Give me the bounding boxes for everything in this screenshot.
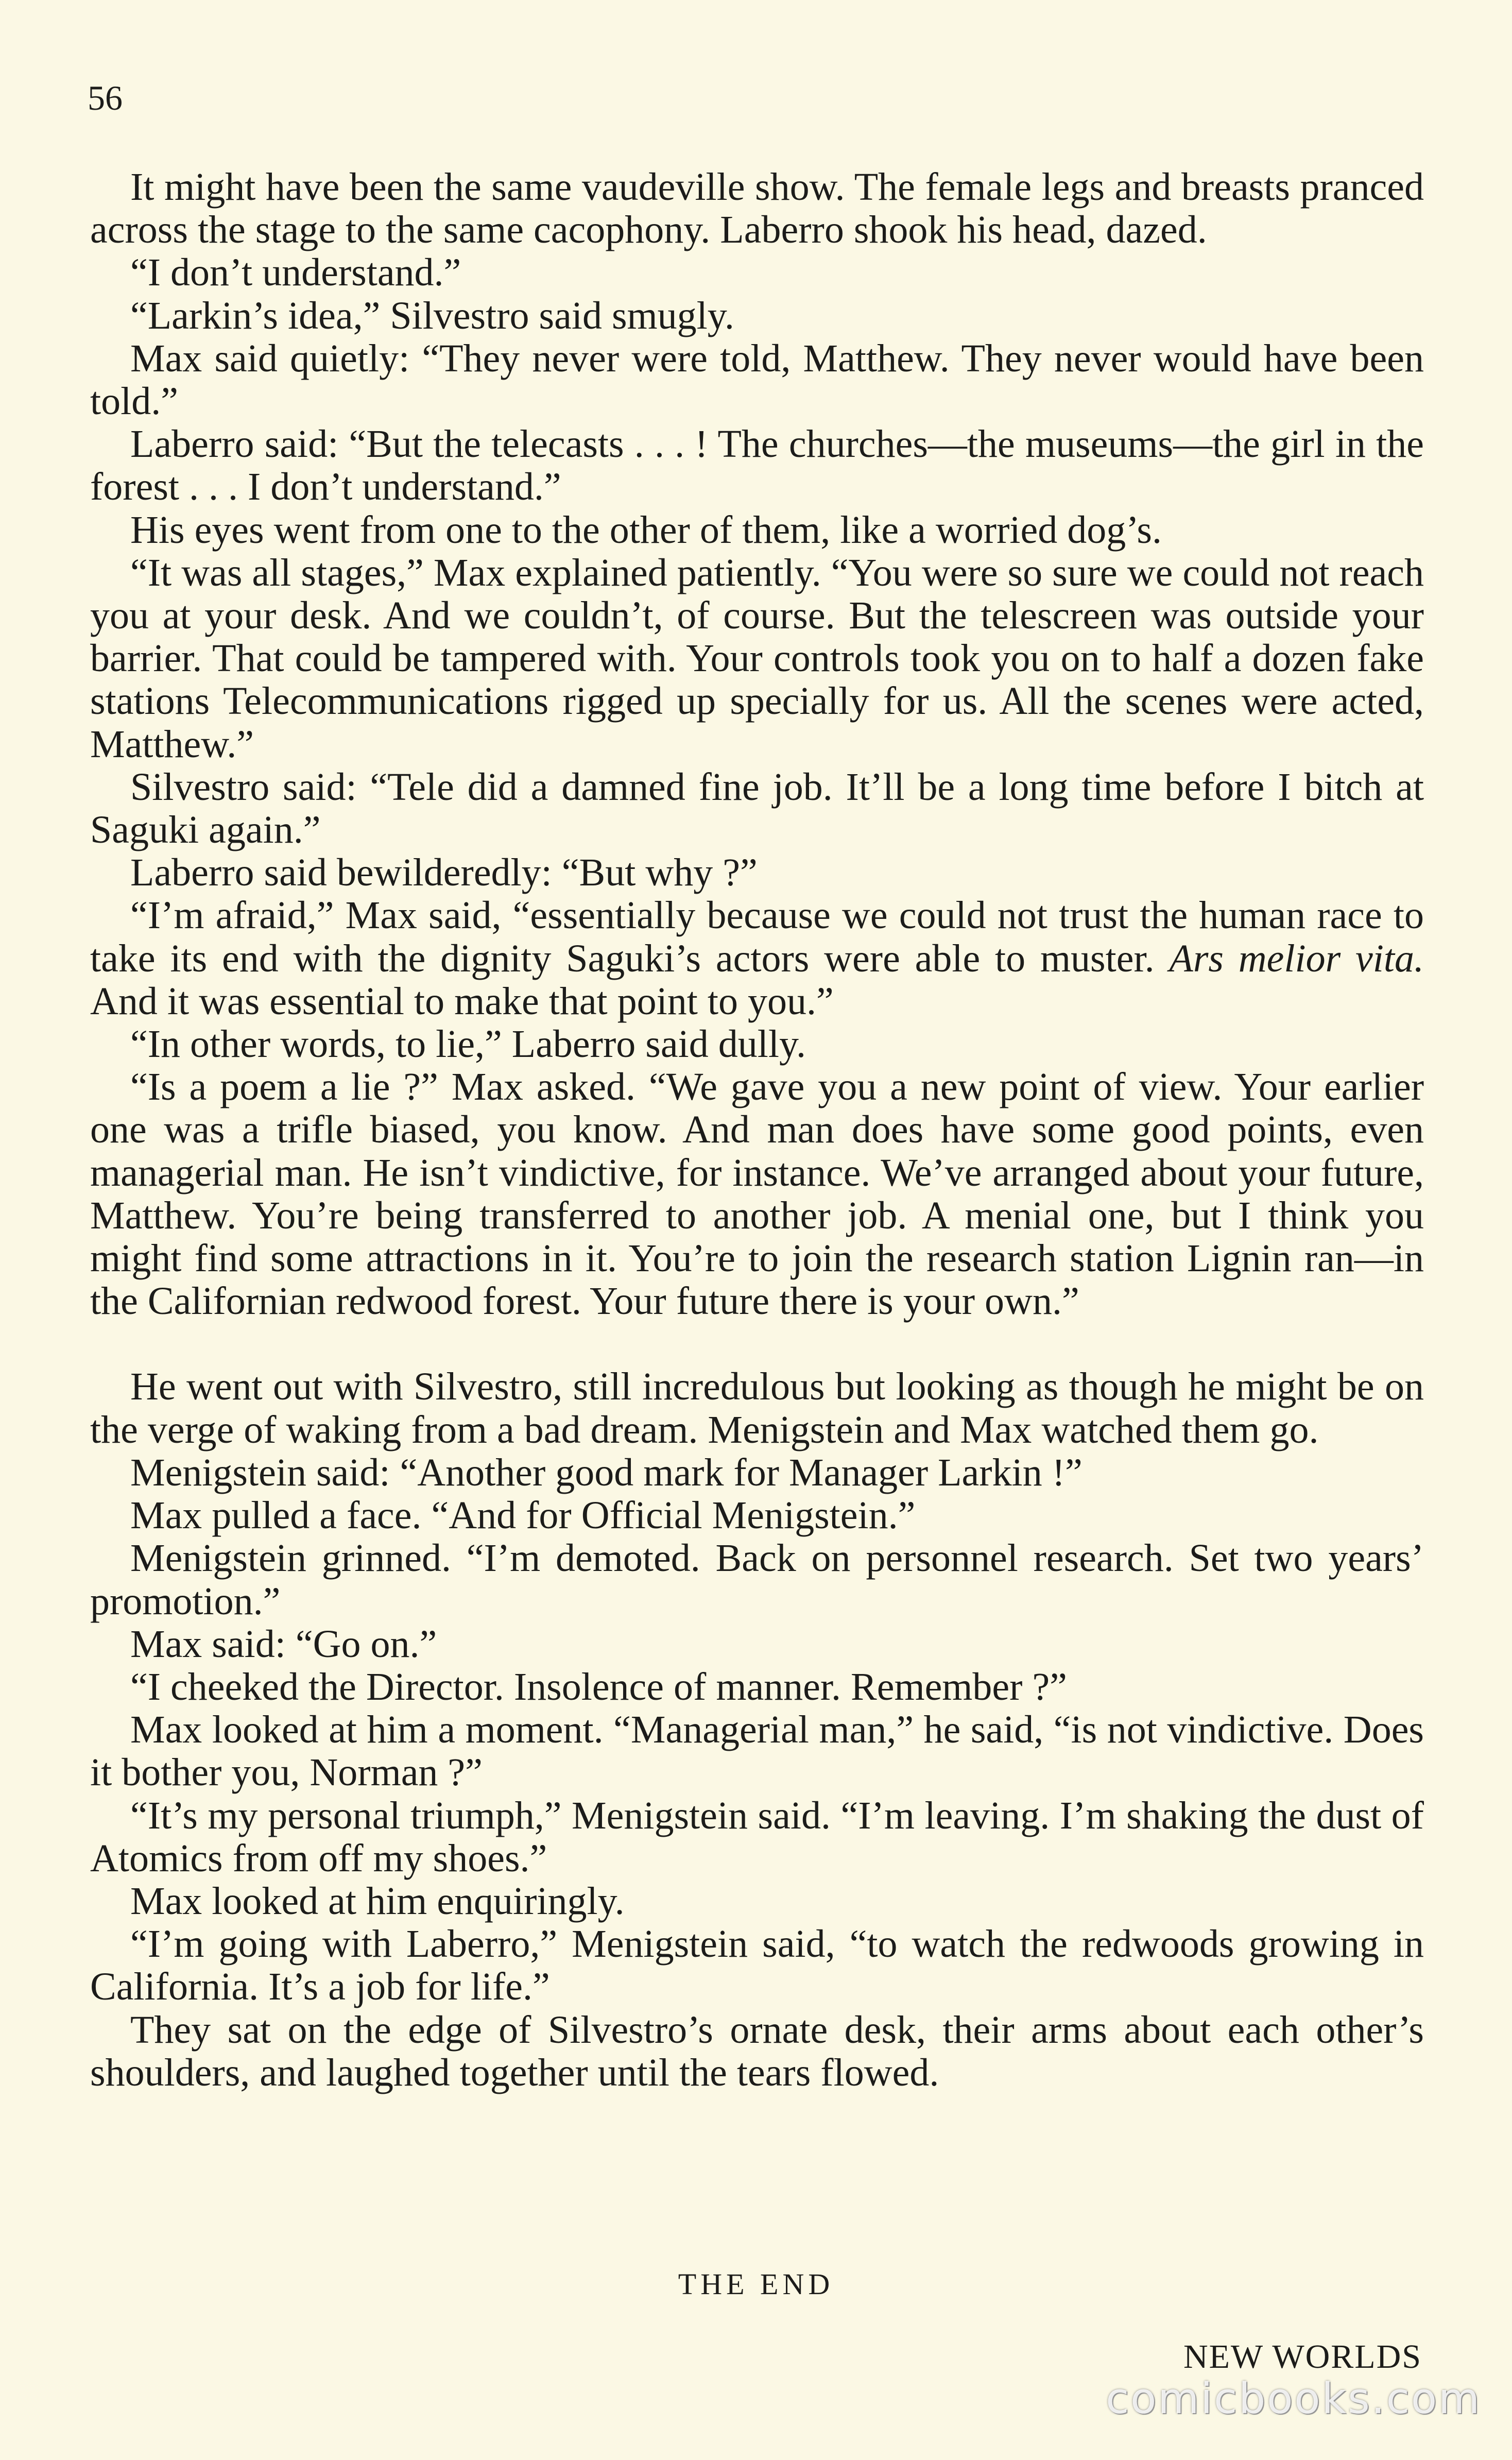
paragraph: “I cheeked the Director. Insolence of manner. Remember ?” [130,1665,1067,1709]
the-end-heading: THE END [678,2267,834,2301]
paragraph: Laberro said bewilderedly: “But why ?” [130,851,758,895]
page-number: 56 [88,78,123,117]
paragraph: “Is a poem a lie ?” Max asked. “We gave you a new point of view. Your earlier one was a trifle biased, you know. And man does have some good points, even managerial man. He isn’t vindictive, for instance. We’ve arranged about your future, Matthew. You’re being transferred to another job. A menial one, but I think you might find some attractions in it. You’re to join the research station Lignin ran—in the Californian redwood forest. Your future there is your own.” [90,1065,1424,1323]
paragraph: His eyes went from one to the other of them, like a worried dog’s. [130,508,1162,552]
footer-magazine-name: NEW WORLDS [1183,2338,1422,2376]
story-text [90,166,1424,2094]
paragraph: Max looked at him a moment. “Managerial man,” he said, “is not vindictive. Does it bother you, Norman ?” [90,1708,1424,1795]
paragraph: They sat on the edge of Silvestro’s ornate desk, their arms about each other’s shoulders, and laughed together until the tears flowed. [90,2008,1424,2094]
watermark: comicbooks.com [1106,2374,1481,2423]
paragraph: “In other words, to lie,” Laberro said dully. [130,1022,806,1066]
latin-phrase: Ars melior vita. [1169,936,1424,980]
paragraph: “I don’t understand.” [130,251,461,295]
paragraph: Max said quietly: “They never were told, Matthew. They never would have been told.” [90,336,1424,423]
paragraph: “It was all stages,” Max explained patiently. “You were so sure we could not reach you at your desk. And we couldn’t, of course. But the telescreen was outside your barrier. That could be tampered with. Your controls took you on to half a dozen fake stations Telecommunications rigged up specially for us. All the scenes were acted, Matthew.” [90,551,1424,766]
paragraph: Menigstein said: “Another good mark for Manager Larkin !” [130,1450,1083,1494]
paragraph: He went out with Silvestro, still incredulous but looking as though he might be on the verge of waking from a bad dream. Menigstein and Max watched them go. [90,1365,1424,1451]
paragraph: Menigstein grinned. “I’m demoted. Back on personnel research. Set two years’ promotion.” [90,1536,1424,1623]
paragraph: Max pulled a face. “And for Official Menigstein.” [130,1494,916,1537]
paragraph: Max looked at him enquiringly. [130,1879,625,1923]
paragraph: It might have been the same vaudeville show. The female legs and breasts pranced across the stage to the same cacophony. Laberro shook his head, dazed. [90,165,1424,252]
paragraph: Max said: “Go on.” [130,1622,437,1666]
paragraph: “I’m going with Laberro,” Menigstein said, “to watch the redwoods growing in California. It’s a job for life.” [90,1922,1424,2009]
paragraph: “It’s my personal triumph,” Menigstein said. “I’m leaving. I’m shaking the dust of Atomics from off my shoes.” [90,1793,1424,1880]
paragraph: Laberro said: “But the telecasts . . . ! The churches—the museums—the girl in the forest . . . I don’t understand.” [90,422,1424,509]
paragraph: “I’m afraid,” Max said, “essentially because we could not trust the human race to take its end with the dignity Saguki’s actors were able to muster. Ars melior vita. And it was essential to make that point to you.” [90,894,1424,1023]
paragraph: “Larkin’s idea,” Silvestro said smugly. [130,294,734,337]
paragraph: Silvestro said: “Tele did a damned fine job. It’ll be a long time before I bitch at Saguki again.” [90,765,1424,852]
